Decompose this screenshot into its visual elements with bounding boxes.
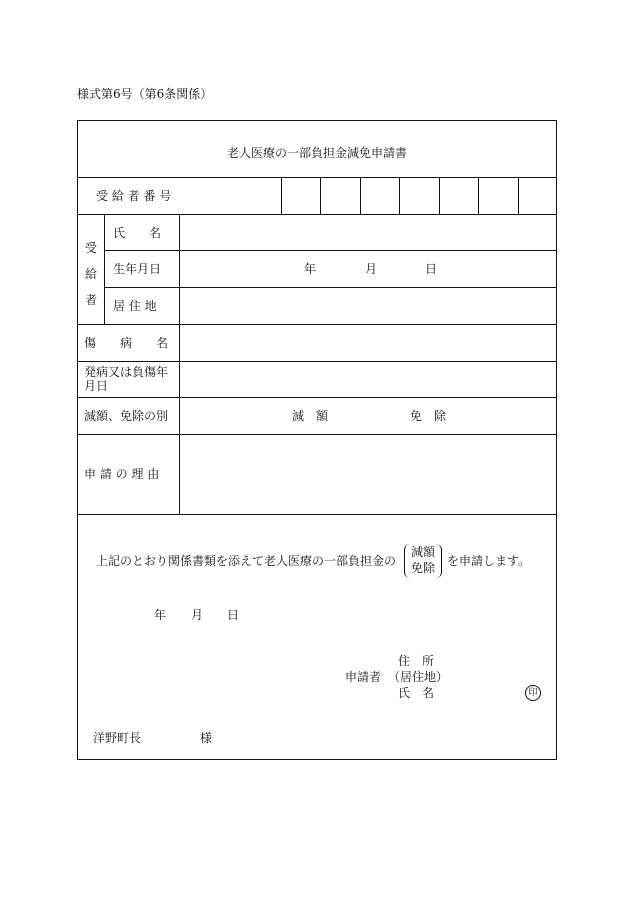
type-exemption[interactable]: 免 除	[410, 409, 447, 423]
addressee-office: 洋野町長	[93, 731, 142, 745]
birthdate-month: 月	[365, 262, 378, 276]
rule	[78, 214, 556, 215]
option-reduction[interactable]: 減額	[410, 545, 435, 559]
seal-mark: 印	[525, 685, 541, 701]
rule	[78, 361, 556, 362]
number-box[interactable]	[281, 177, 282, 214]
birthdate-day: 日	[425, 262, 438, 276]
applicant-residence-label: （居住地）	[388, 670, 449, 684]
date-day: 日	[227, 608, 240, 622]
date-month: 月	[191, 608, 204, 622]
applicant-address-label: 住 所	[398, 654, 435, 668]
recipient-number-label: 受 給 者 番 号	[96, 189, 172, 203]
birthdate-label: 生年月日	[113, 262, 162, 276]
application-form	[77, 120, 557, 760]
option-exemption[interactable]: 免除	[410, 561, 435, 575]
onset-label: 発病又は負傷年月日	[84, 365, 169, 393]
illness-label: 傷 病 名	[84, 336, 169, 350]
birthdate-year: 年	[304, 262, 317, 276]
reason-label: 申 請 の 理 由	[84, 467, 160, 481]
number-box[interactable]	[399, 177, 400, 214]
rule	[78, 514, 556, 515]
statement-text: 上記のとおり関係書類を添えて老人医療の一部負担金の	[96, 554, 397, 568]
option-bracket	[404, 544, 442, 578]
address-label: 居 住 地	[113, 299, 157, 313]
rule	[104, 287, 556, 288]
form-title: 老人医療の一部負担金減免申請書	[226, 146, 407, 160]
type-label: 減額、免除の別	[84, 409, 169, 423]
number-box[interactable]	[439, 177, 440, 214]
number-box[interactable]	[320, 177, 321, 214]
addressee-honorific: 様	[200, 731, 213, 745]
number-box[interactable]	[478, 177, 479, 214]
rule	[78, 397, 556, 398]
rule	[78, 434, 556, 435]
rule	[104, 250, 556, 251]
rule	[104, 214, 105, 324]
number-box[interactable]	[360, 177, 361, 214]
number-box[interactable]	[518, 177, 519, 214]
recipient-group-label: 受給者	[84, 241, 97, 307]
applicant-label: 申請者	[345, 670, 382, 684]
rule	[78, 177, 556, 178]
form-number: 様式第6号（第6条関係）	[77, 87, 213, 101]
type-reduction[interactable]: 減 額	[292, 409, 329, 423]
name-label: 氏 名	[113, 226, 162, 240]
statement-end: を申請します。	[447, 554, 531, 568]
rule	[179, 214, 180, 514]
rule	[78, 324, 556, 325]
date-year: 年	[154, 608, 167, 622]
applicant-name-label: 氏 名	[398, 686, 435, 700]
